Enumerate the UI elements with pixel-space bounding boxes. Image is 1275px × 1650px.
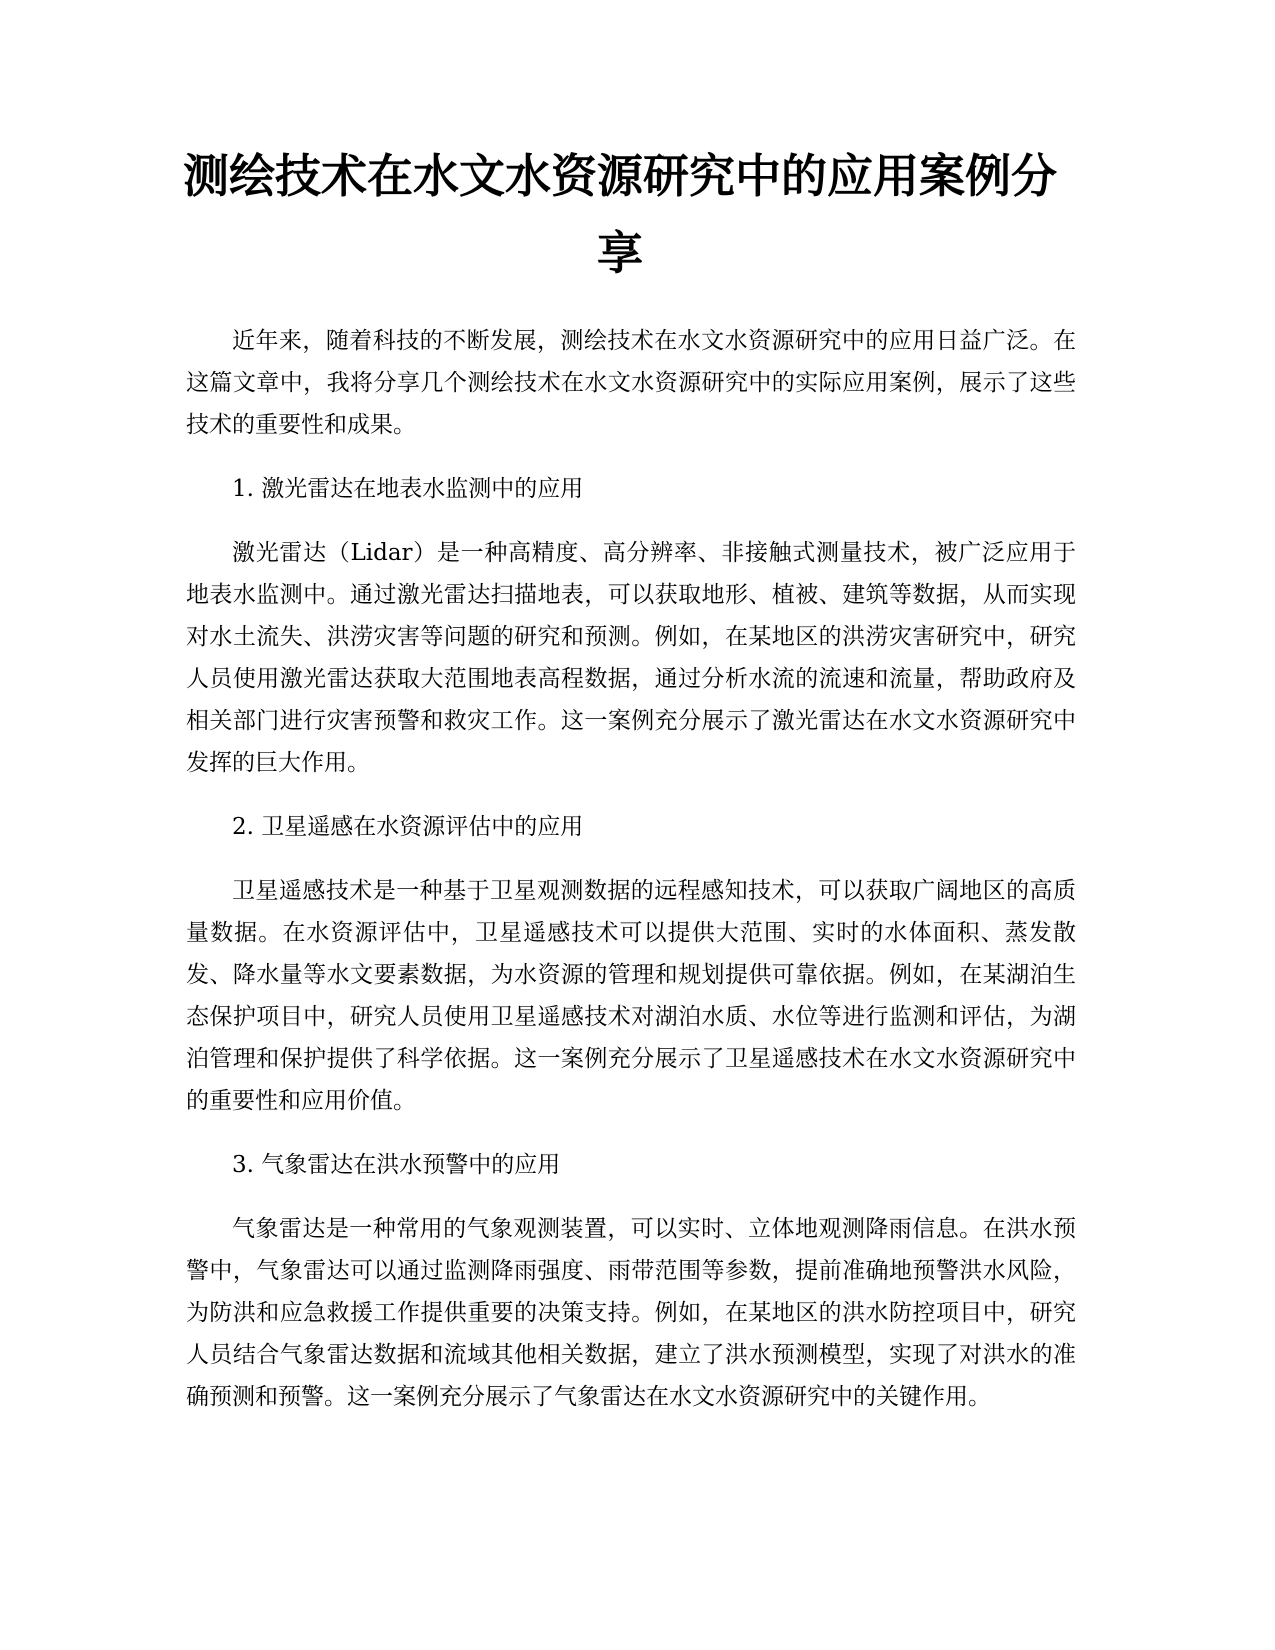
section-heading-2: 2. 卫星遥感在水资源评估中的应用: [232, 814, 584, 840]
section-paragraph-1: 激光雷达（Lidar）是一种高精度、高分辨率、非接触式测量技术，被广泛应用于地表水监测中。通过激光雷达扫描地表，可以获取地形、植被、建筑等数据，从而实现对水土流失、洪涝灾害等问题的研究和预测。例如，在某地区的洪涝灾害研究中，研究人员使用激光雷达获取大范围地表高程数据，通过分析水流的流速和流量，帮助政府及相关部门进行灾害预警和救灾工作。这一案例充分展示了激光雷达在水文水资源研究中发挥的巨大作用。: [186, 540, 1076, 776]
section-paragraph-2: 卫星遥感技术是一种基于卫星观测数据的远程感知技术，可以获取广阔地区的高质量数据。在水资源评估中，卫星遥感技术可以提供大范围、实时的水体面积、蒸发散发、降水量等水文要素数据，为水资源的管理和规划提供可靠依据。例如，在某湖泊生态保护项目中，研究人员使用卫星遥感技术对湖泊水质、水位等进行监测和评估，为湖泊管理和保护提供了科学依据。这一案例充分展示了卫星遥感技术在水文水资源研究中的重要性和应用价值。: [186, 878, 1076, 1114]
section-heading-1: 1. 激光雷达在地表水监测中的应用: [232, 476, 584, 502]
document-body: [186, 320, 1076, 1440]
section-paragraph-3: 气象雷达是一种常用的气象观测装置，可以实时、立体地观测降雨信息。在洪水预警中，气象雷达可以通过监测降雨强度、雨带范围等参数，提前准确地预警洪水风险，为防洪和应急救援工作提供重要的决策支持。例如，在某地区的洪水防控项目中，研究人员结合气象雷达数据和流域其他相关数据，建立了洪水预测模型，实现了对洪水的准确预测和预警。这一案例充分展示了气象雷达在水文水资源研究中的关键作用。: [186, 1216, 1076, 1410]
section-heading-3: 3. 气象雷达在洪水预警中的应用: [232, 1152, 561, 1178]
intro-paragraph: 近年来，随着科技的不断发展，测绘技术在水文水资源研究中的应用日益广泛。在这篇文章中，我将分享几个测绘技术在水文水资源研究中的实际应用案例，展示了这些技术的重要性和成果。: [186, 328, 1076, 438]
page-title: 测绘技术在水文水资源研究中的应用案例分享: [183, 149, 1057, 280]
